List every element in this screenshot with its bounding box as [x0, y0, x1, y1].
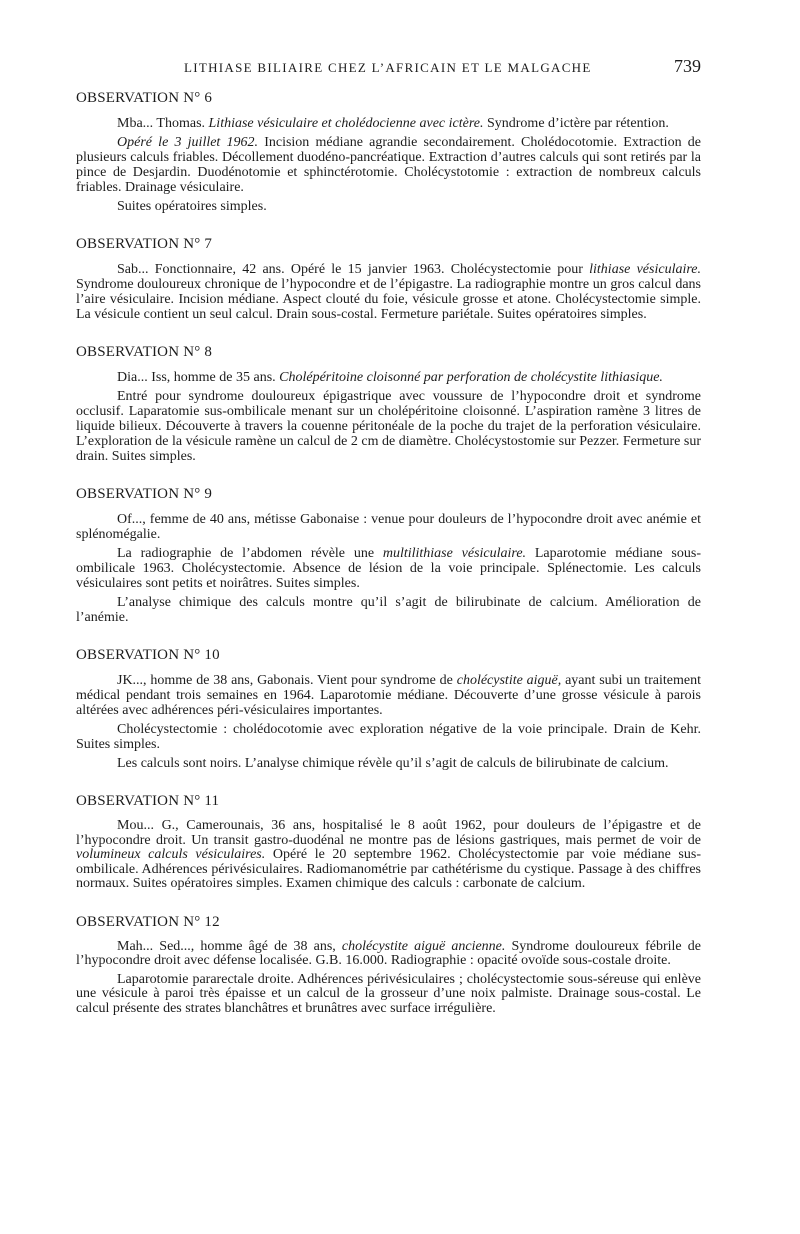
paragraph: [76, 673, 701, 718]
page-number: 739: [674, 56, 701, 76]
italic-diagnosis: lithiase vésiculaire.: [589, 262, 701, 277]
paragraph: Of..., femme de 40 ans, métisse Gabonaise : venue pour douleurs de l’hypocondre droit avec anémie et splénomégalie.: [76, 512, 701, 542]
text-run: Syndrome douloureux fébrile de l’hypocondre droit avec défense localisée. G.B. 16.000. Radiographie : opacité ovoïde sous-costale droite.: [76, 938, 701, 968]
page-header: [0, 56, 800, 80]
text-run: Syndrome douloureux chronique de l’hypocondre et de l’épigastre. La radiographie montre un gros calcul dans l’aire vésiculaire. Incision médiane. Aspect clouté du foie, vésicule grosse et atone. Cholécystectomie simple. La vésicule contient un seul calcul. Drain sous-costal. Fermeture pariétale. Suites opératoires simples.: [76, 277, 701, 322]
observation-title: OBSERVATION N° 10: [76, 647, 220, 663]
observation-title: OBSERVATION N° 6: [76, 90, 213, 106]
text-run: Laparotomie médiane sous-ombilicale 1963. Cholécystectomie. Absence de lésion de la voie principale. Splénectomie. Les calculs vésiculaires sont petits et noirâtres. Suites simples.: [76, 546, 701, 591]
italic-diagnosis: cholécystite aiguë,: [456, 673, 562, 688]
text-run: Mou... G., Camerounais, 36 ans, hospitalisé le 8 août 1962, pour douleurs de l’épigastre et de l’hypocondre droit. Un transit gastro-duodénal ne montre pas de lésions gastriques, mais permet de voir de: [76, 818, 701, 848]
italic-diagnosis: cholécystite aiguë ancienne.: [341, 938, 506, 954]
text-run: Opéré le 20 septembre 1962. Cholécystectomie par voie médiane sus-ombilicale. Adhérences périvésiculaires. Radiomanométrie par cathétérisme du cystique. Passage à des chiffres normaux. Suites opératoires simples. Examen chimique des calculs : carbonate de calcium.: [76, 847, 701, 891]
observation-10: [76, 647, 701, 771]
observation-title: OBSERVATION N° 8: [76, 344, 213, 360]
running-title: LITHIASE BILIAIRE CHEZ L’AFRICAIN ET LE MALGACHE: [184, 60, 592, 75]
text-run: Mah... Sed..., homme âgé de 38 ans,: [117, 938, 342, 954]
observation-title: OBSERVATION N° 12: [76, 913, 220, 930]
paragraph: [76, 370, 701, 385]
text-run: La radiographie de l’abdomen révèle une: [117, 546, 383, 561]
italic-diagnosis: Cholépéritoine cloisonné par perforation de cholécystite lithiasique.: [279, 370, 663, 385]
italic-diagnosis: volumineux calculs vésiculaires.: [76, 847, 266, 862]
page-body: [76, 90, 701, 1038]
paragraph: Les calculs sont noirs. L’analyse chimique révèle qu’il s’agit de calculs de bilirubinate de calcium.: [117, 756, 669, 771]
paragraph: Cholécystectomie : cholédocotomie avec exploration négative de la voie principale. Drain de Kehr. Suites simples.: [76, 722, 701, 752]
paragraph: Entré pour syndrome douloureux épigastrique avec voussure de l’hypocondre droit et syndrome occlusif. Laparatomie sus-ombilicale menant sur un cholépéritoine cloisonné. L’aspiration ramène 3 litres de liquide bilieux. Découverte à travers la couenne péritonéale de la poche du trajet de la perforation vésiculaire. L’exploration de la vésicule ramène un calcul de 2 cm de diamètre. Cholécystostomie sur Pezzer. Fermeture sur drain. Suites simples.: [76, 389, 701, 464]
text-run: Syndrome d’ictère par rétention.: [483, 116, 669, 131]
text-run: Sab... Fonctionnaire, 42 ans. Opéré le 15 janvier 1963. Cholécystectomie pour: [117, 262, 590, 277]
paragraph: [76, 262, 701, 322]
paragraph: [76, 135, 701, 195]
observation-8: [76, 344, 701, 464]
text-run: Incision médiane agrandie secondairement. Cholédocotomie. Extraction de plusieurs calculs friables. Décollement duodéno-pancréatique. Extraction d’autres calculs qui sont retirés par la pince de Desjardin. Duodénotomie et sphinctérotomie. Cholécystotomie : extraction de nombreux calculs friables. Drainage vésiculaire.: [76, 135, 701, 195]
paragraph: [76, 819, 701, 892]
observation-11: [76, 793, 701, 892]
observation-6: [76, 90, 701, 214]
paragraph: Laparotomie pararectale droite. Adhérences périvésiculaires ; cholécystectomie sous-séreuse qui enlève une vésicule à paroi très épaisse et un calcul de la grosseur d’une noix palmiste. Drainage sous-costal. Le calcul présente des strates blanchâtres et brunâtres avec surface irrégulière.: [76, 971, 701, 1016]
observation-12: [76, 914, 701, 1017]
observation-7: [76, 236, 701, 322]
paragraph: L’analyse chimique des calculs montre qu’il s’agit de bilirubinate de calcium. Amélioration de l’anémie.: [76, 595, 701, 625]
italic-diagnosis: multilithiase vésiculaire.: [382, 546, 527, 561]
observation-title: OBSERVATION N° 7: [76, 236, 213, 252]
italic-date: Opéré le 3 juillet 1962.: [117, 135, 259, 150]
text-run: JK..., homme de 38 ans, Gabonais. Vient pour syndrome de: [117, 673, 457, 688]
paragraph: [76, 116, 701, 131]
text-run: Mba... Thomas.: [117, 116, 209, 131]
text-run: ayant subi un traitement médical pendant trois semaines en 1964. Laparotomie médiane. Découverte d’une grosse vésicule à parois altérées avec adhérences péri-vésiculaires importantes.: [76, 673, 701, 718]
text-run: Dia... Iss, homme de 35 ans.: [117, 370, 280, 385]
paragraph: [76, 940, 701, 969]
observation-9: [76, 486, 701, 625]
paragraph: [76, 546, 701, 591]
observation-title: OBSERVATION N° 11: [76, 793, 220, 809]
observation-title: OBSERVATION N° 9: [76, 486, 213, 502]
italic-diagnosis: Lithiase vésiculaire et cholédocienne avec ictère.: [208, 116, 484, 131]
paragraph: Suites opératoires simples.: [117, 199, 267, 214]
